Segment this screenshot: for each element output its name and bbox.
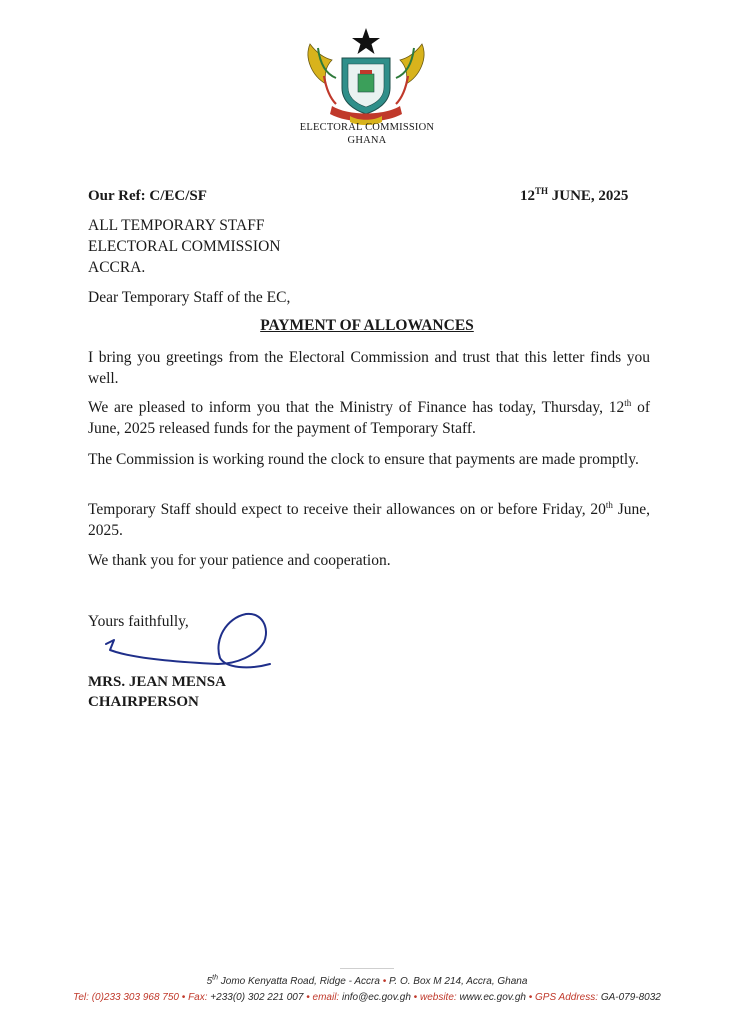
signatory-name: MRS. JEAN MENSA: [88, 674, 226, 690]
organization-country: GHANA: [347, 135, 387, 146]
footer-email: info@ec.gov.gh: [341, 992, 411, 1003]
footer-label: website:: [419, 992, 457, 1003]
signatory-title: CHAIRPERSON: [88, 694, 199, 710]
footer-sup: th: [212, 974, 218, 982]
paragraph-text: June, 2025.: [88, 501, 650, 539]
footer-text: P. O. Box M 214, Accra, Ghana: [389, 976, 528, 987]
closing: Yours faithfully,: [88, 613, 189, 630]
body-paragraph: The Commission is working round the clock to ensure that payments are made promptly.: [88, 451, 639, 468]
letter-subject: PAYMENT OF ALLOWANCES: [260, 317, 474, 334]
electoral-commission-crest-icon: [296, 18, 436, 126]
letter-date: [520, 186, 628, 207]
ordinal-suffix: th: [605, 499, 613, 510]
footer-label: email:: [312, 992, 340, 1003]
body-paragraph: I bring you greetings from the Electoral Commission and trust that this letter finds you well.: [88, 349, 650, 387]
footer-label: GPS Address:: [535, 992, 599, 1003]
organization-name: ELECTORAL COMMISSION: [299, 122, 435, 133]
body-paragraph: [88, 499, 650, 541]
body-paragraph: [88, 397, 650, 439]
ordinal-suffix: th: [624, 397, 632, 408]
footer-bullet: •: [528, 992, 533, 1003]
footer-bullet: •: [382, 976, 387, 987]
reference-line: [88, 186, 207, 207]
footer-text: 5: [206, 976, 213, 987]
footer-address: [0, 976, 734, 987]
footer-contacts: [0, 992, 734, 1003]
address-line: ELECTORAL COMMISSION: [88, 238, 281, 255]
footer-text: Jomo Kenyatta Road, Ridge - Accra: [217, 976, 380, 987]
footer-bullet: •: [413, 992, 418, 1003]
recipient-address: [88, 215, 280, 278]
paragraph-text: Temporary Staff should expect to receive their allowances on or before Friday, 20: [88, 501, 606, 518]
date-rest: JUNE, 2025: [548, 188, 629, 204]
handwritten-signature: [96, 606, 276, 674]
footer-bullet: •: [306, 992, 310, 1003]
footer-label: Fax:: [188, 992, 208, 1003]
salutation: Dear Temporary Staff of the EC,: [88, 289, 291, 306]
footer-bullet: •: [181, 992, 186, 1003]
address-line: ACCRA.: [88, 259, 146, 276]
date-suffix: TH: [535, 186, 549, 196]
body-paragraph: We thank you for your patience and cooperation.: [88, 552, 391, 569]
paragraph-text: We are pleased to inform you that the Ministry of Finance has today, Thursday, 12: [88, 399, 625, 416]
reference-label: Our Ref:: [88, 188, 146, 204]
reference-value: C/EC/SF: [149, 188, 207, 204]
date-day: 12: [520, 188, 535, 204]
footer-tel: (0)233 303 968 750: [91, 992, 179, 1003]
footer-divider: [340, 968, 394, 969]
footer-label: Tel:: [73, 992, 89, 1003]
footer-gps: GA-079-8032: [600, 992, 661, 1003]
footer-website: www.ec.gov.gh: [459, 992, 526, 1003]
paragraph-text: of June, 2025 released funds for the payment of Temporary Staff.: [88, 399, 650, 437]
footer-fax: +233(0) 302 221 007: [210, 992, 304, 1003]
address-line: ALL TEMPORARY STAFF: [88, 217, 265, 234]
